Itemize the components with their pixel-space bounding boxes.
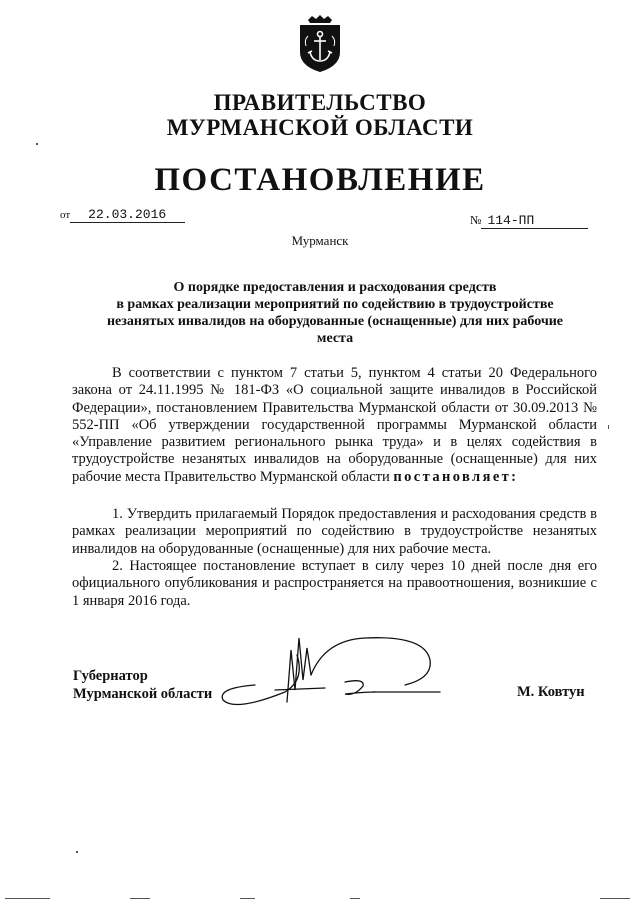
scan-artifact [240, 898, 255, 899]
position-line1: Губернатор [73, 668, 148, 684]
title-line: места [316, 331, 354, 346]
item-1-paragraph: 1. Утвердить прилагаемый Порядок предоставления и расходования средств в рамках реализации мероприятий по содействию в трудоустройстве незанятых инвалидов на оборудованные (оснащенные) для них рабочие места. [72, 506, 597, 557]
scan-artifact [5, 898, 50, 899]
scan-artifact [600, 898, 630, 899]
document-number [470, 213, 588, 229]
government-title-line2: МУРМАНСКОЙ ОБЛАСТИ [166, 115, 474, 140]
title-line: О порядке предоставления и расходования средств [173, 280, 497, 295]
handwritten-signature-icon [215, 630, 445, 710]
scan-artifact [76, 851, 78, 853]
city-name: Мурманск [291, 233, 349, 248]
title-line: в рамках реализации мероприятий по содействию в трудоустройстве [116, 297, 554, 312]
date-value: 22.03.2016 [70, 207, 185, 223]
scan-artifact [350, 898, 360, 899]
preamble-paragraph [72, 365, 597, 486]
government-title-line1: ПРАВИТЕЛЬСТВО [213, 90, 427, 115]
scan-artifact [608, 425, 609, 429]
preamble-text: В соответствии с пунктом 7 статьи 5, пунктом 4 статьи 20 Федерального закона от 24.11.1995 № 181-ФЗ «О социальной защите инвалидов в Российской Федерации», постановлением Правительства Мурманской области от 30.09.2013 № 552-ПП «Об утверждении государственной программы Мурманской области «Управление развитием регионального рынка труда» и в целях содействия в трудоустройстве незанятых инвалидов на оборудованные (оснащенные) для них рабочие места Правительство Мурманской области [72, 365, 597, 485]
signatory-position [73, 667, 212, 703]
resolves-word: постановляет: [393, 468, 519, 485]
document-date [60, 207, 185, 223]
scan-artifact [130, 898, 150, 899]
document-type-heading: ПОСТАНОВЛЕНИЕ [154, 162, 486, 198]
number-value: 114-ПП [481, 213, 588, 229]
number-prefix: № [470, 213, 482, 227]
signatory-name: М. Ковтун [517, 684, 585, 700]
document-title [70, 279, 600, 347]
title-line: незанятых инвалидов на оборудованные (оснащенные) для них рабочие [106, 314, 564, 329]
position-line2: Мурманской области [73, 686, 213, 702]
item-2-paragraph: 2. Настоящее постановление вступает в силу через 10 дней после дня его официального опубликования и распространяется на правоотношения, возникшие с 1 января 2016 года. [72, 558, 597, 609]
date-prefix: от [60, 209, 71, 221]
coat-of-arms-icon [294, 14, 346, 74]
scan-artifact [36, 143, 38, 145]
